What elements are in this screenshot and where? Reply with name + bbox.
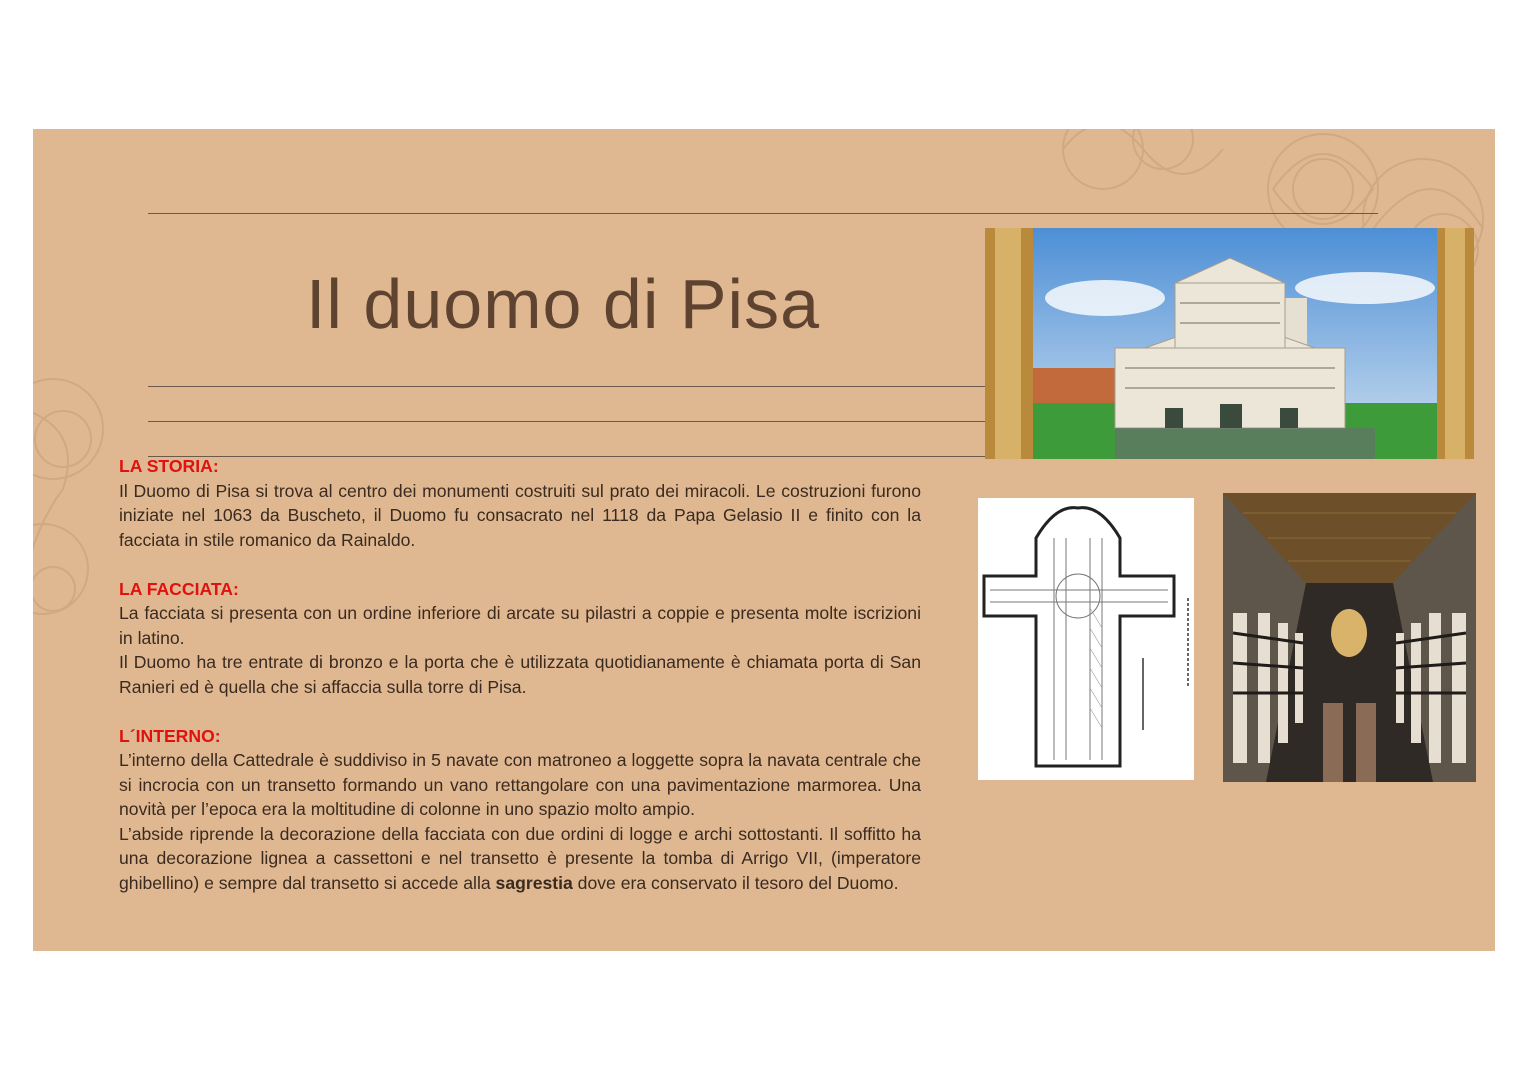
duomo-exterior-photo [985, 228, 1474, 459]
slide [33, 129, 1495, 951]
interno-paragraph-2 [119, 822, 921, 896]
title-rule-top [148, 213, 1378, 214]
sagrestia-bold: sagrestia [495, 872, 573, 893]
interno-paragraph-1: L’interno della Cattedrale è suddiviso in 5 navate con matroneo a loggette sopra la navata centrale che si incrocia con un transetto formando un vano rettangolare con una pavimentazione marmorea. Una novità per l’epoca era la moltitudine di colonne in uno spazio molto ampio. [119, 750, 921, 819]
title-rule-bottom-1 [148, 386, 986, 387]
facciata-paragraph-1: La facciata si presenta con un ordine inferiore di arcate su pilastri a coppie e presenta molte iscrizioni in latino. [119, 603, 921, 648]
body-text [119, 454, 921, 895]
page-title: Il duomo di Pisa [305, 265, 821, 343]
facciata-paragraph-2: Il Duomo ha tre entrate di bronzo e la porta che è utilizzata quotidianamente è chiamata porta di San Ranieri ed è quella che si affaccia sulla torre di Pisa. [119, 652, 921, 697]
section-heading-facciata: LA FACCIATA: [119, 578, 239, 599]
interno-text-after: dove era conservato il tesoro del Duomo. [572, 872, 899, 893]
floor-plan-drawing [978, 498, 1194, 780]
storia-paragraph: Il Duomo di Pisa si trova al centro dei monumenti costruiti sul prato dei miracoli. Le costruzioni furono iniziate nel 1063 da Buscheto, il Duomo fu consacrato nel 1118 da Papa Gelasio II e finito con la facciata in stile romanico da Rainaldo. [119, 480, 921, 550]
section-heading-interno: L´INTERNO: [119, 725, 221, 746]
interno-text-before: L’abside riprende la decorazione della facciata con due ordini di logge e archi sottostanti. Il soffitto ha una decorazione lignea a cassettoni e nel transetto è presente la tomba di Arrigo VII, (imperatore ghibellino) e sempre dal transetto si accede alla [119, 823, 921, 893]
title-rule-bottom-2 [148, 421, 986, 422]
nave-interior-photo [1223, 493, 1476, 782]
section-heading-storia: LA STORIA: [119, 456, 219, 476]
